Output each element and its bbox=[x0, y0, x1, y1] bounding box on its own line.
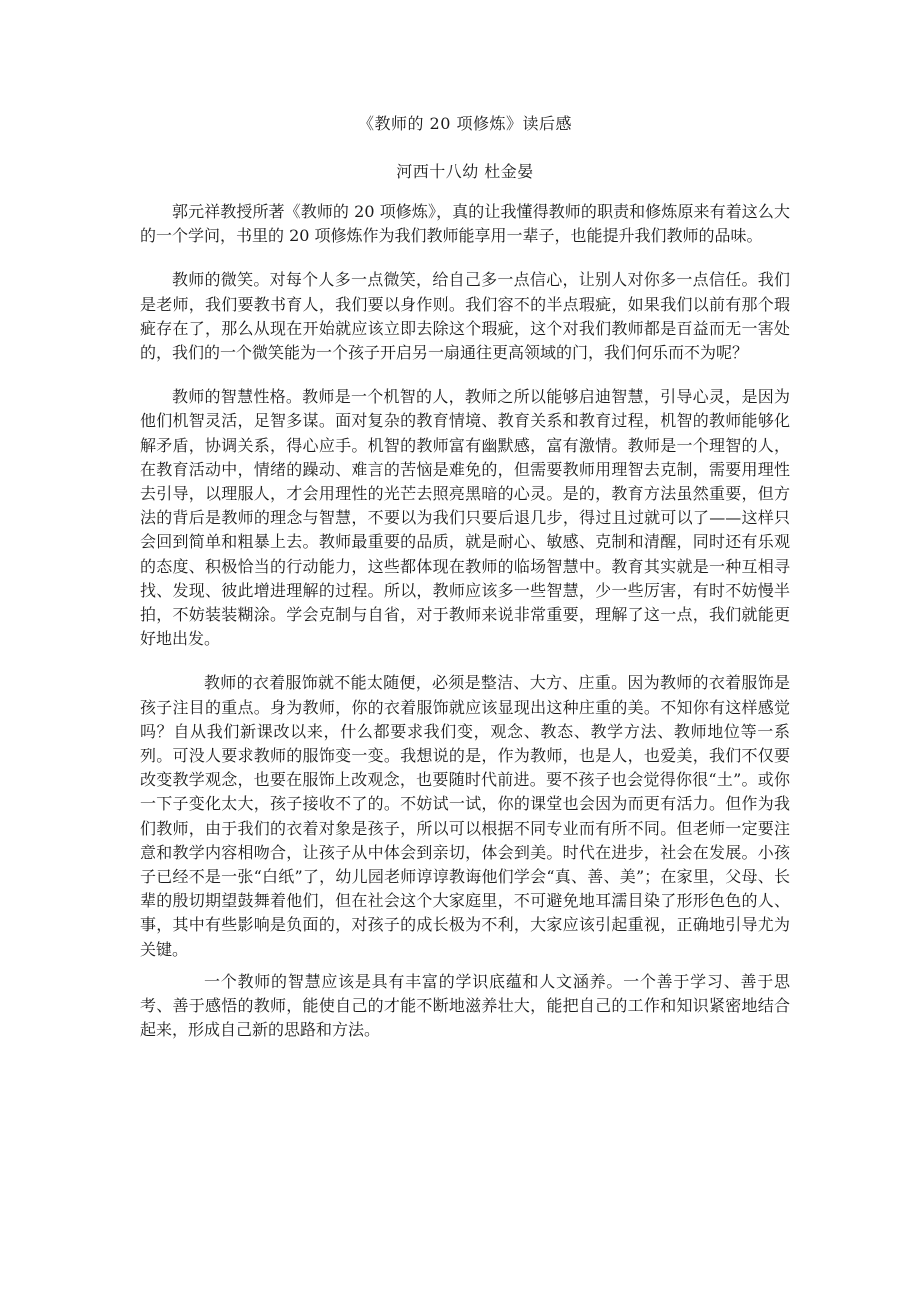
document-title: 《教师的 20 项修炼》读后感 bbox=[357, 114, 573, 133]
paragraph-smile: 教师的微笑。对每个人多一点微笑，给自己多一点信心，让别人对你多一点信任。我们是老师，我们要教书育人，我们要以身作则。我们容不的半点瑕疵，如果我们以前有那个瑕疵存在了，那么从现在开始就应该立即去除这个瑕疵，这个对我们教师都是百益而无一害处的，我们的一个微笑能为一个孩子开启另一扇通往更高领域的门，我们何乐而不为呢？ bbox=[140, 270, 790, 363]
paragraph-wisdom: 教师的智慧性格。教师是一个机智的人，教师之所以能够启迪智慧，引导心灵，是因为他们机智灵活，足智多谋。面对复杂的教育情境、教育关系和教育过程，机智的教师能够化解矛盾，协调关系，得心应手。机智的教师富有幽默感，富有激情。教师是一个理智的人，在教育活动中，情绪的躁动、难言的苦恼是难免的，但需要教师用理智去克制，需要用理性去引导，以理服人，才会用理性的光芒去照亮黑暗的心灵。是的，教育方法虽然重要，但方法的背后是教师的理念与智慧，不要以为我们只要后退几步，得过且过就可以了——这样只会回到简单和粗暴上去。教师最重要的品质，就是耐心、敏感、克制和清醒，同时还有乐观的态度、积极恰当的行动能力，这些都体现在教师的临场智慧中。教育其实就是一种互相寻找、发现、彼此增进理解的过程。所以，教师应该多一些智慧，少一些厉害，有时不妨慢半拍，不妨装装糊涂。学会克制与自省，对于教师来说非常重要，理解了这一点，我们就能更好地出发。 bbox=[140, 387, 790, 649]
document-author: 河西十八幼 杜金晏 bbox=[396, 162, 534, 181]
paragraph-knowledge: 一个教师的智慧应该是具有丰富的学识底蕴和人文涵养。一个善于学习、善于思考、善于感悟的教师，能使自己的才能不断地滋养壮大，能把自己的工作和知识紧密地结合起来，形成自己新的思路和方法。 bbox=[140, 971, 790, 1040]
paragraph-intro: 郭元祥教授所著《教师的 20 项修炼》，真的让我懂得教师的职责和修炼原来有着这么大的一个学问，书里的 20 项修炼作为我们教师能享用一辈子，也能提升我们教师的品味。 bbox=[140, 202, 790, 246]
paragraph-attire: 教师的衣着服饰就不能太随便，必须是整洁、大方、庄重。因为教师的衣着服饰是孩子注目的重点。身为教师，你的衣着服饰就应该显现出这种庄重的美。不知你有这样感觉吗？自从我们新课改以来，什么都要求我们变，观念、教态、教学方法、教师地位等一系列。可没人要求教师的服饰变一变。我想说的是，作为教师，也是人，也爱美，我们不仅要改变教学观念，也要在服饰上改观念，也要随时代前进。要不孩子也会觉得你很“土”。或你一下子变化太大，孩子接收不了的。不妨试一试，你的课堂也会因为而更有活力。但作为我们教师，由于我们的衣着对象是孩子，所以可以根据不同专业而有所不同。但老师一定要注意和教学内容相吻合，让孩子从中体会到亲切，体会到美。时代在进步，社会在发展。小孩子已经不是一张“白纸”了，幼儿园老师谆谆教诲他们学会“真、善、美”；在家里，父母、长辈的殷切期望鼓舞着他们，但在社会这个大家庭里，不可避免地耳濡目染了形形色色的人、事，其中有些影响是负面的，对孩子的成长极为不利，大家应该引起重视，正确地引导尤为关键。 bbox=[140, 673, 790, 959]
document-page bbox=[140, 110, 790, 1043]
